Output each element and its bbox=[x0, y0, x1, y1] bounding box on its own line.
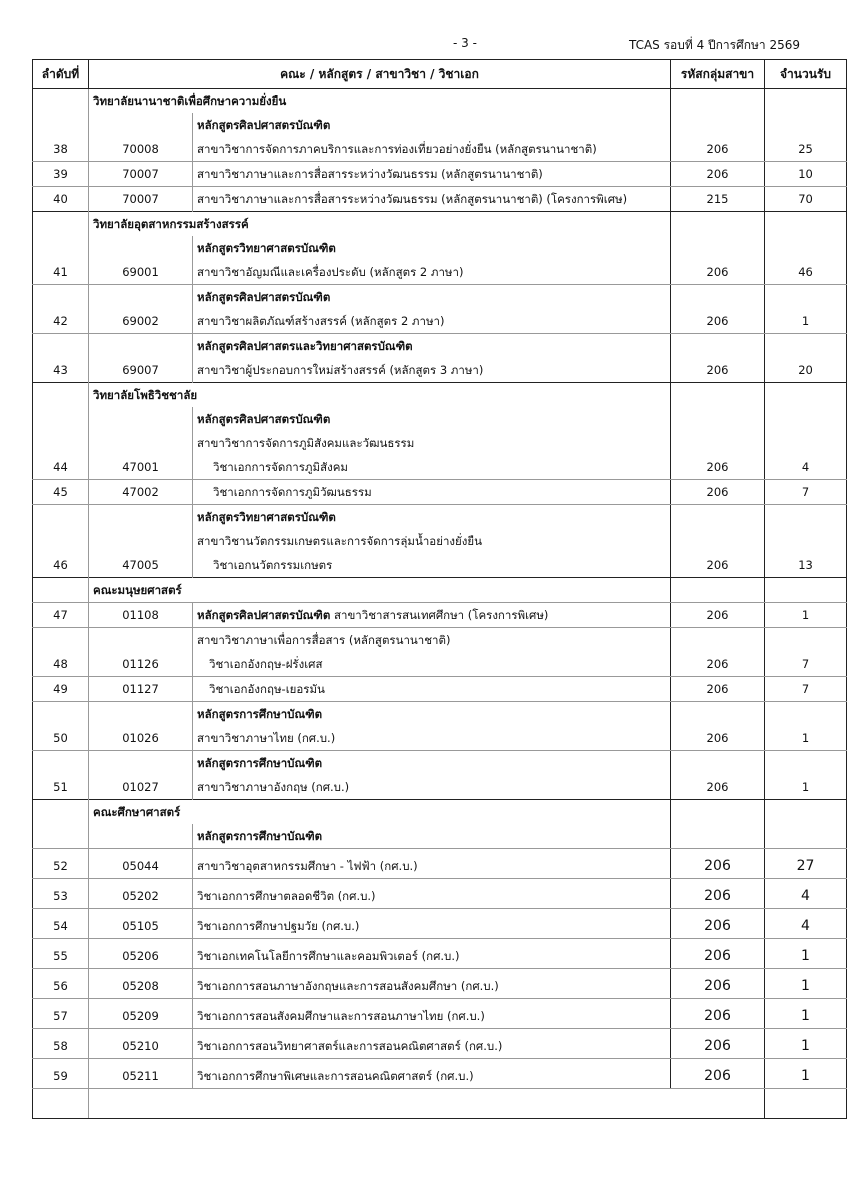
program-row bbox=[33, 334, 847, 359]
table-row bbox=[33, 455, 847, 480]
seq-cell: 53 bbox=[33, 879, 89, 909]
desc-cell: สาขาวิชาผลิตภัณฑ์สร้างสรรค์ (หลักสูตร 2 ภาษา) bbox=[193, 309, 671, 334]
group-cell: 206 bbox=[671, 909, 765, 939]
group-cell: 206 bbox=[671, 652, 765, 677]
qty-cell: 20 bbox=[765, 358, 847, 383]
desc-cell: วิชาเอกการสอนวิทยาศาสตร์และการสอนคณิตศาสตร์ (กศ.บ.) bbox=[193, 1029, 671, 1059]
seq-cell: 38 bbox=[33, 137, 89, 162]
table-row bbox=[33, 775, 847, 800]
group-cell: 206 bbox=[671, 849, 765, 879]
group-cell: 206 bbox=[671, 480, 765, 505]
desc-cell: วิชาเอกการสอนสังคมศึกษาและการสอนภาษาไทย (กศ.บ.) bbox=[193, 999, 671, 1029]
seq-cell: 56 bbox=[33, 969, 89, 999]
qty-cell: 1 bbox=[765, 939, 847, 969]
code-cell: 01127 bbox=[89, 677, 193, 702]
seq-cell: 45 bbox=[33, 480, 89, 505]
seq-cell: 58 bbox=[33, 1029, 89, 1059]
program-name: หลักสูตรการศึกษาบัณฑิต bbox=[193, 702, 671, 727]
qty-cell: 25 bbox=[765, 137, 847, 162]
table-row bbox=[33, 726, 847, 751]
group-cell: 206 bbox=[671, 260, 765, 285]
qty-cell: 46 bbox=[765, 260, 847, 285]
code-cell: 01126 bbox=[89, 652, 193, 677]
seq-cell: 52 bbox=[33, 849, 89, 879]
program-row bbox=[33, 505, 847, 530]
table-row bbox=[33, 480, 847, 505]
table-row bbox=[33, 358, 847, 383]
code-cell: 69002 bbox=[89, 309, 193, 334]
table-row bbox=[33, 309, 847, 334]
table-row bbox=[33, 969, 847, 999]
seq-cell: 40 bbox=[33, 187, 89, 212]
table-row bbox=[33, 260, 847, 285]
desc-cell: วิชาเอกการจัดการภูมิวัฒนธรรม bbox=[193, 480, 671, 505]
major-name: สาขาวิชานวัตกรรมเกษตรและการจัดการลุ่มน้ำอย่างยั่งยืน bbox=[193, 529, 671, 553]
qty-cell: 10 bbox=[765, 162, 847, 187]
table-row bbox=[33, 1029, 847, 1059]
code-cell: 05209 bbox=[89, 999, 193, 1029]
seq-cell: 41 bbox=[33, 260, 89, 285]
program-row bbox=[33, 285, 847, 310]
qty-cell: 4 bbox=[765, 909, 847, 939]
program-row bbox=[33, 236, 847, 260]
desc-text: สาขาวิชาสารสนเทศศึกษา (โครงการพิเศษ) bbox=[333, 608, 549, 622]
faculty-name: คณะมนุษยศาสตร์ bbox=[89, 578, 671, 603]
qty-cell: 1 bbox=[765, 309, 847, 334]
faculty-row bbox=[33, 89, 847, 114]
group-cell: 206 bbox=[671, 879, 765, 909]
seq-cell: 57 bbox=[33, 999, 89, 1029]
code-cell: 01027 bbox=[89, 775, 193, 800]
desc-cell: สาขาวิชาอุตสาหกรรมศึกษา - ไฟฟ้า (กศ.บ.) bbox=[193, 849, 671, 879]
desc-cell: วิชาเอกการศึกษาปฐมวัย (กศ.บ.) bbox=[193, 909, 671, 939]
faculty-row bbox=[33, 800, 847, 825]
table-row bbox=[33, 553, 847, 578]
faculty-name: วิทยาลัยนานาชาติเพื่อศึกษาความยั่งยืน bbox=[89, 89, 671, 114]
desc-cell bbox=[193, 603, 671, 628]
group-cell: 206 bbox=[671, 775, 765, 800]
desc-cell: สาขาวิชาผู้ประกอบการใหม่สร้างสรรค์ (หลักสูตร 3 ภาษา) bbox=[193, 358, 671, 383]
table-row bbox=[33, 849, 847, 879]
qty-cell: 1 bbox=[765, 775, 847, 800]
table-row bbox=[33, 603, 847, 628]
faculty-row bbox=[33, 383, 847, 408]
qty-cell: 1 bbox=[765, 999, 847, 1029]
table-row bbox=[33, 652, 847, 677]
qty-cell: 13 bbox=[765, 553, 847, 578]
code-cell: 05202 bbox=[89, 879, 193, 909]
seq-cell: 42 bbox=[33, 309, 89, 334]
code-cell: 01026 bbox=[89, 726, 193, 751]
desc-cell: วิชาเอกการจัดการภูมิสังคม bbox=[193, 455, 671, 480]
header-label: TCAS รอบที่ 4 ปีการศึกษา 2569 bbox=[628, 38, 800, 52]
desc-cell: วิชาเอกการศึกษาตลอดชีวิต (กศ.บ.) bbox=[193, 879, 671, 909]
qty-cell: 4 bbox=[765, 879, 847, 909]
code-cell: 70008 bbox=[89, 137, 193, 162]
major-name: สาขาวิชาการจัดการภูมิสังคมและวัฒนธรรม bbox=[193, 431, 671, 455]
group-cell: 206 bbox=[671, 553, 765, 578]
program-row bbox=[33, 407, 847, 431]
code-cell: 05211 bbox=[89, 1059, 193, 1089]
desc-cell: วิชาเอกการสอนภาษาอังกฤษและการสอนสังคมศึกษา (กศ.บ.) bbox=[193, 969, 671, 999]
table-header-row bbox=[33, 60, 847, 89]
program-name: หลักสูตรศิลปศาสตรบัณฑิต bbox=[193, 113, 671, 137]
program-row bbox=[33, 702, 847, 727]
group-cell: 206 bbox=[671, 939, 765, 969]
table-row bbox=[33, 677, 847, 702]
desc-cell: สาขาวิชาภาษาและการสื่อสารระหว่างวัฒนธรรม (หลักสูตรนานาชาติ) bbox=[193, 162, 671, 187]
table-row bbox=[33, 909, 847, 939]
table-row bbox=[33, 162, 847, 187]
group-cell: 206 bbox=[671, 999, 765, 1029]
code-cell: 47001 bbox=[89, 455, 193, 480]
group-cell: 206 bbox=[671, 358, 765, 383]
faculty-row bbox=[33, 212, 847, 237]
admissions-table bbox=[32, 59, 847, 1119]
seq-cell: 46 bbox=[33, 553, 89, 578]
group-cell: 206 bbox=[671, 603, 765, 628]
page-number: - 3 - bbox=[453, 36, 477, 50]
code-cell: 05206 bbox=[89, 939, 193, 969]
desc-cell: วิชาเอกอังกฤษ-ฝรั่งเศส bbox=[193, 652, 671, 677]
qty-cell: 1 bbox=[765, 603, 847, 628]
qty-cell: 4 bbox=[765, 455, 847, 480]
seq-cell: 39 bbox=[33, 162, 89, 187]
seq-cell: 44 bbox=[33, 455, 89, 480]
faculty-name: คณะศึกษาศาสตร์ bbox=[89, 800, 671, 825]
program-row bbox=[33, 824, 847, 849]
code-cell: 05208 bbox=[89, 969, 193, 999]
table-row bbox=[33, 187, 847, 212]
code-cell: 05105 bbox=[89, 909, 193, 939]
code-cell: 05210 bbox=[89, 1029, 193, 1059]
group-cell: 206 bbox=[671, 309, 765, 334]
program-name: หลักสูตรการศึกษาบัณฑิต bbox=[193, 824, 671, 849]
table-row bbox=[33, 137, 847, 162]
group-cell: 206 bbox=[671, 1059, 765, 1089]
blank-row bbox=[33, 1089, 847, 1119]
program-row bbox=[33, 113, 847, 137]
faculty-name: วิทยาลัยโพธิวิชชาลัย bbox=[89, 383, 671, 408]
qty-cell: 1 bbox=[765, 1059, 847, 1089]
desc-cell: วิชาเอกเทคโนโลยีการศึกษาและคอมพิวเตอร์ (กศ.บ.) bbox=[193, 939, 671, 969]
group-cell: 206 bbox=[671, 1029, 765, 1059]
group-cell: 206 bbox=[671, 677, 765, 702]
code-cell: 70007 bbox=[89, 187, 193, 212]
qty-cell: 1 bbox=[765, 969, 847, 999]
desc-cell: สาขาวิชาภาษาไทย (กศ.บ.) bbox=[193, 726, 671, 751]
program-name: หลักสูตรการศึกษาบัณฑิต bbox=[193, 751, 671, 776]
major-row bbox=[33, 628, 847, 653]
qty-cell: 7 bbox=[765, 677, 847, 702]
desc-cell: สาขาวิชาภาษาอังกฤษ (กศ.บ.) bbox=[193, 775, 671, 800]
seq-cell: 43 bbox=[33, 358, 89, 383]
table-row bbox=[33, 939, 847, 969]
program-row bbox=[33, 751, 847, 776]
col-header-qty: จำนวนรับ bbox=[765, 60, 847, 89]
page-header bbox=[0, 36, 848, 54]
program-name: หลักสูตรวิทยาศาสตรบัณฑิต bbox=[193, 505, 671, 530]
desc-cell: สาขาวิชาภาษาและการสื่อสารระหว่างวัฒนธรรม (หลักสูตรนานาชาติ) (โครงการพิเศษ) bbox=[193, 187, 671, 212]
seq-cell: 47 bbox=[33, 603, 89, 628]
desc-cell: วิชาเอกการศึกษาพิเศษและการสอนคณิตศาสตร์ (กศ.บ.) bbox=[193, 1059, 671, 1089]
group-cell: 206 bbox=[671, 162, 765, 187]
seq-cell: 49 bbox=[33, 677, 89, 702]
group-cell: 206 bbox=[671, 969, 765, 999]
qty-cell: 70 bbox=[765, 187, 847, 212]
seq-cell: 54 bbox=[33, 909, 89, 939]
group-cell: 206 bbox=[671, 726, 765, 751]
col-header-program: คณะ / หลักสูตร / สาขาวิชา / วิชาเอก bbox=[89, 60, 671, 89]
col-header-group: รหัสกลุ่มสาขา bbox=[671, 60, 765, 89]
faculty-row bbox=[33, 578, 847, 603]
seq-cell: 48 bbox=[33, 652, 89, 677]
desc-cell: วิชาเอกนวัตกรรมเกษตร bbox=[193, 553, 671, 578]
major-row bbox=[33, 431, 847, 455]
seq-cell: 50 bbox=[33, 726, 89, 751]
qty-cell: 1 bbox=[765, 726, 847, 751]
program-name: หลักสูตรวิทยาศาสตรบัณฑิต bbox=[193, 236, 671, 260]
qty-cell: 27 bbox=[765, 849, 847, 879]
qty-cell: 7 bbox=[765, 652, 847, 677]
program-name: หลักสูตรศิลปศาสตรบัณฑิต bbox=[197, 608, 331, 622]
seq-cell: 55 bbox=[33, 939, 89, 969]
code-cell: 69007 bbox=[89, 358, 193, 383]
qty-cell: 1 bbox=[765, 1029, 847, 1059]
table-row bbox=[33, 879, 847, 909]
program-name: หลักสูตรศิลปศาสตรบัณฑิต bbox=[193, 407, 671, 431]
code-cell: 47002 bbox=[89, 480, 193, 505]
group-cell: 206 bbox=[671, 455, 765, 480]
group-cell: 206 bbox=[671, 137, 765, 162]
seq-cell: 51 bbox=[33, 775, 89, 800]
group-cell: 215 bbox=[671, 187, 765, 212]
code-cell: 69001 bbox=[89, 260, 193, 285]
code-cell: 05044 bbox=[89, 849, 193, 879]
code-cell: 70007 bbox=[89, 162, 193, 187]
desc-cell: วิชาเอกอังกฤษ-เยอรมัน bbox=[193, 677, 671, 702]
col-header-seq: ลำดับที่ bbox=[33, 60, 89, 89]
table-row bbox=[33, 1059, 847, 1089]
program-name: หลักสูตรศิลปศาสตรบัณฑิต bbox=[193, 285, 671, 310]
table-row bbox=[33, 999, 847, 1029]
code-cell: 01108 bbox=[89, 603, 193, 628]
major-name: สาขาวิชาภาษาเพื่อการสื่อสาร (หลักสูตรนานาชาติ) bbox=[193, 628, 671, 653]
major-row bbox=[33, 529, 847, 553]
seq-cell: 59 bbox=[33, 1059, 89, 1089]
code-cell: 47005 bbox=[89, 553, 193, 578]
program-name: หลักสูตรศิลปศาสตรและวิทยาศาสตรบัณฑิต bbox=[193, 334, 671, 359]
desc-cell: สาขาวิชาการจัดการภาคบริการและการท่องเที่ยวอย่างยั่งยืน (หลักสูตรนานาชาติ) bbox=[193, 137, 671, 162]
qty-cell: 7 bbox=[765, 480, 847, 505]
desc-cell: สาขาวิชาอัญมณีและเครื่องประดับ (หลักสูตร 2 ภาษา) bbox=[193, 260, 671, 285]
faculty-name: วิทยาลัยอุตสาหกรรมสร้างสรรค์ bbox=[89, 212, 671, 237]
